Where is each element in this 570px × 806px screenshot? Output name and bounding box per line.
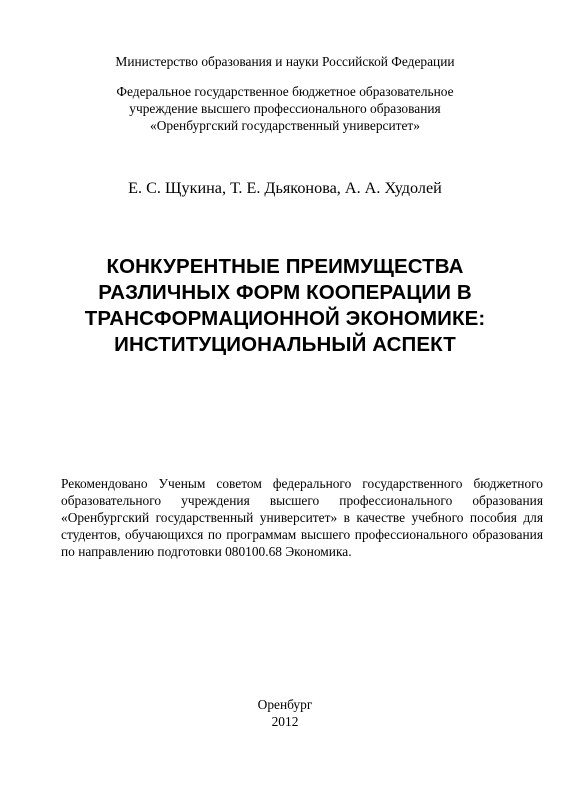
recommendation-line: по направлению подготовки 080100.68 Экономика. [61, 544, 352, 559]
title-line-4: ИНСТИТУЦИОНАЛЬНЫЙ АСПЕКТ [114, 333, 456, 356]
recommendation-paragraph [61, 475, 543, 560]
institution-line-1: Федеральное государственное бюджетное образовательное [116, 84, 454, 99]
authors-line: Е. С. Щукина, Т. Е. Дьяконова, А. А. Худолей [128, 179, 442, 197]
title-line-1: КОНКУРЕНТНЫЕ ПРЕИМУЩЕСТВА [106, 255, 464, 278]
ministry-line: Министерство образования и науки Российской Федерации [115, 54, 455, 69]
recommendation-line: Рекомендовано Ученым советом федерального государственного бюджетного [61, 476, 543, 491]
recommendation-line: образовательного учреждения высшего профессионального образования [61, 493, 543, 508]
recommendation-line: «Оренбургский государственный университет» в качестве учебного пособия для [61, 510, 543, 525]
institution-line-2: учреждение высшего профессионального образования [129, 101, 441, 116]
city-line: Оренбург [257, 697, 313, 712]
institution-line-3: «Оренбургский государственный университет» [150, 118, 420, 133]
title-line-3: ТРАНСФОРМАЦИОННОЙ ЭКОНОМИКЕ: [84, 307, 486, 330]
year-line: 2012 [271, 714, 299, 729]
title-line-2: РАЗЛИЧНЫХ ФОРМ КООПЕРАЦИИ В [98, 281, 472, 304]
recommendation-line: студентов, обучающихся по программам высшего профессионального образования [61, 527, 543, 542]
